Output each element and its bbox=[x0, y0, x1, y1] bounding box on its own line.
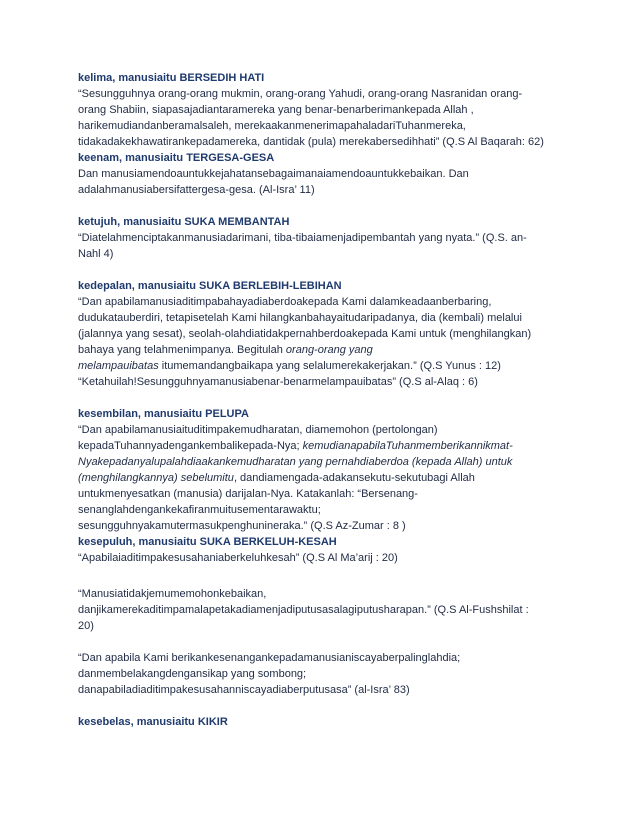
paragraph-line: tidakadakekhawatirankepadamereka, dantidak (pula) merekabersedihhati” (Q.S Al Baqarah: 62) bbox=[78, 136, 544, 148]
paragraph-line bbox=[78, 342, 556, 358]
paragraph-line: sesungguhnyakamutermasukpenghunineraka.” (Q.S Az-Zumar : 8 ) bbox=[78, 520, 406, 532]
spacer bbox=[78, 698, 556, 714]
section-heading-kelima: kelima, manusiaitu BERSEDIH HATI bbox=[78, 72, 265, 84]
paragraph-line bbox=[78, 358, 556, 374]
section-heading-kesembilan: kesembilan, manusiaitu PELUPA bbox=[78, 408, 249, 420]
paragraph-line bbox=[78, 454, 556, 470]
italic-text-run: orang-orang yang bbox=[285, 344, 373, 356]
paragraph-line: “Manusiatidakjemumemohonkebaikan, bbox=[78, 588, 267, 600]
spacer bbox=[78, 634, 556, 650]
paragraph-line: danjikamerekaditimpamalapetakadiamenjadiputusasalagiputusharapan.” (Q.S Al-Fushshilat : bbox=[78, 604, 529, 616]
italic-text-run: kemudianapabilaTuhanmemberikannikmat- bbox=[302, 440, 513, 452]
italic-text-run: melampauibatas bbox=[78, 360, 159, 372]
section-heading-kesebelas: kesebelas, manusiaitu KIKIR bbox=[78, 716, 228, 728]
paragraph-line: (jalannya yang sesat), seolah-olahdiatidakpernahberdoakepada Kami untuk (menghilangkan) bbox=[78, 328, 532, 340]
paragraph-line: Dan manusiamendoauntukkejahatansebagaimanaiamendoauntukkebaikan. Dan bbox=[78, 168, 469, 180]
paragraph-line: Nahl 4) bbox=[78, 248, 114, 260]
paragraph-line: “Ketahuilah!Sesungguhnyamanusiabenar-benarmelampauibatas” (Q.S al-Alaq : 6) bbox=[78, 376, 478, 388]
paragraph-line bbox=[78, 438, 556, 454]
section-heading-ketujuh: ketujuh, manusiaitu SUKA MEMBANTAH bbox=[78, 216, 290, 228]
paragraph-line: harikemudiandanberamalsaleh, merekaakanmenerimapahaladariTuhanmereka, bbox=[78, 120, 466, 132]
paragraph-line: danmembelakangdengansikap yang sombong; bbox=[78, 668, 307, 680]
text-run: itumemandangbaikapa yang selalumerekakerjakan.” (Q.S Yunus : 12) bbox=[158, 360, 501, 372]
italic-text-run: Nyakepadanyalupalahdiaakankemudharatan yang pernahdiaberdoa (kepada Allah) untuk bbox=[78, 456, 513, 468]
paragraph-line: “Diatelahmenciptakanmanusiadarimani, tiba-tibaiamenjadipembantah yang nyata.” (Q.S. an- bbox=[78, 232, 527, 244]
section-heading-kedepalan: kedepalan, manusiaitu SUKA BERLEBIH-LEBIHAN bbox=[78, 280, 342, 292]
paragraph-line: dudukatauberdiri, tetapisetelah Kami hilangkanbahayaitudaripadanya, dia (kembali) melalui bbox=[78, 312, 522, 324]
section-heading-kesepuluh: kesepuluh, manusiaitu SUKA BERKELUH-KESAH bbox=[78, 536, 337, 548]
italic-text-run: (menghilangkannya) sebelumitu bbox=[78, 472, 234, 484]
paragraph-line: senanglahdengankekafiranmuitusementarawaktu; bbox=[78, 504, 321, 516]
paragraph-line: danapabiladiaditimpakesusahanniscayadiaberputusasa” (al-Isra’ 83) bbox=[78, 684, 410, 696]
section-heading-keenam: keenam, manusiaitu TERGESA-GESA bbox=[78, 152, 275, 164]
spacer bbox=[78, 390, 556, 406]
paragraph-line bbox=[78, 470, 556, 486]
paragraph-line: “Dan apabilamanusiaituditimpakemudharatan, diamemohon (pertolongan) bbox=[78, 424, 438, 436]
paragraph-line: 20) bbox=[78, 620, 94, 632]
text-run: bahaya yang telahmenimpanya. Begitulah bbox=[78, 344, 286, 356]
document-page bbox=[78, 70, 556, 730]
paragraph-line: untukmenyesatkan (manusia) darijalan-Nya. Katakanlah: “Bersenang- bbox=[78, 488, 418, 500]
paragraph-line: “Sesungguhnya orang-orang mukmin, orang-orang Yahudi, orang-orang Nasranidan orang- bbox=[78, 88, 523, 100]
text-run: , dandiamengada-adakansekutu-sekutubagi Allah bbox=[233, 472, 475, 484]
paragraph-line: “Dan apabilamanusiaditimpabahayadiaberdoakepada Kami dalamkeadaanberbaring, bbox=[78, 296, 492, 308]
spacer bbox=[78, 262, 556, 278]
spacer bbox=[78, 566, 556, 586]
paragraph-line: adalahmanusiabersifattergesa-gesa. (Al-Isra’ 11) bbox=[78, 184, 315, 196]
text-run: kepadaTuhannyadengankembalikepada-Nya; bbox=[78, 440, 303, 452]
spacer bbox=[78, 198, 556, 214]
paragraph-line: “Apabilaiaditimpakesusahaniaberkeluhkesah” (Q.S Al Ma’arij : 20) bbox=[78, 552, 398, 564]
paragraph-line: “Dan apabila Kami berikankesenangankepadamanusianiscayaberpalinglahdia; bbox=[78, 652, 461, 664]
paragraph-line: orang Shabiin, siapasajadiantaramereka yang benar-benarberimankepada Allah , bbox=[78, 104, 474, 116]
